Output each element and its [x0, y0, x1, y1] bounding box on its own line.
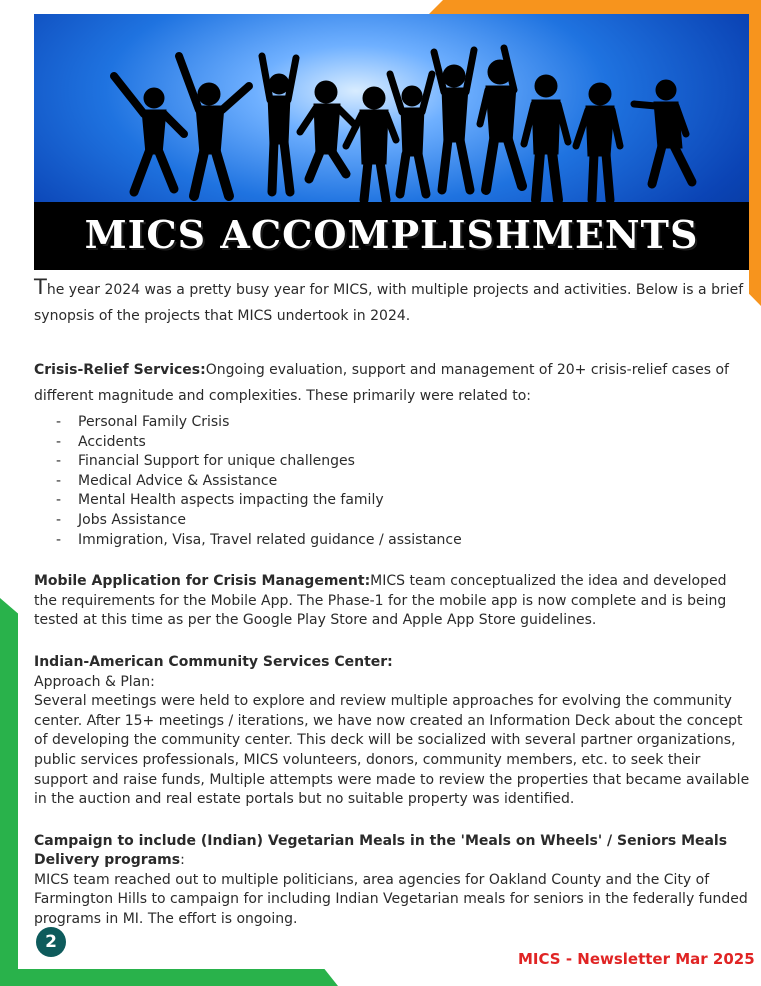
- banner-title: MICS ACCOMPLISHMENTS: [84, 212, 699, 257]
- meals-campaign-text: MICS team reached out to multiple politicians, area agencies for Oakland County and the City of Farmington Hills to campaign for including Indian Vegetarian meals for seniors in the federally funded programs in MI. The effort is ongoing.: [34, 871, 748, 928]
- intro-text: he year 2024 was a pretty busy year for MICS, with multiple projects and activities. Below is a brief synopsis of the projects that MICS undertook in 2024.: [34, 282, 744, 324]
- list-item: - Medical Advice & Assistance: [56, 472, 750, 492]
- list-item: - Mental Health aspects impacting the family: [56, 491, 750, 511]
- newsletter-footer: MICS - Newsletter Mar 2025: [518, 950, 755, 968]
- page-number-badge: 2: [36, 927, 66, 957]
- jumping-people-silhouette: [34, 14, 749, 204]
- intro-paragraph: [34, 274, 750, 329]
- crisis-relief-section: [34, 357, 750, 550]
- mobile-app-text: MICS team conceptualized the idea and developed the requirements for the Mobile App. The Phase-1 for the mobile app is now complete and is being tested at this time as per the Google Play Store and Apple App Store guidelines.: [34, 573, 727, 629]
- green-corner-stripe-left: [0, 598, 18, 986]
- list-item: - Jobs Assistance: [56, 511, 750, 531]
- crisis-relief-heading: Crisis-Relief Services:: [34, 362, 206, 378]
- mobile-app-heading: Mobile Application for Crisis Management:: [34, 573, 371, 590]
- crisis-relief-list: [34, 413, 750, 550]
- meals-campaign-colon: :: [180, 852, 185, 869]
- meals-campaign-section: [34, 832, 750, 930]
- meals-campaign-heading: Campaign to include (Indian) Vegetarian Meals in the 'Meals on Wheels' / Seniors Meals Delivery programs: [34, 832, 728, 869]
- article-content: [34, 274, 750, 930]
- list-item: - Accidents: [56, 433, 750, 453]
- community-center-heading: Indian-American Community Services Center:: [34, 653, 393, 670]
- orange-corner-stripe-right: [749, 0, 761, 306]
- green-corner-stripe-bottom: [0, 969, 338, 986]
- crisis-relief-text: Ongoing evaluation, support and management of 20+ crisis-relief cases of different magnitude and complexities. These primarily were related to:: [34, 362, 729, 404]
- list-item: - Immigration, Visa, Travel related guidance / assistance: [56, 531, 750, 551]
- community-center-subheading: Approach & Plan:: [34, 673, 155, 690]
- list-item: - Financial Support for unique challenges: [56, 452, 750, 472]
- intro-dropcap: T: [34, 275, 47, 299]
- orange-corner-stripe-top: [428, 0, 761, 15]
- community-center-section: [34, 653, 750, 810]
- list-item: - Personal Family Crisis: [56, 413, 750, 433]
- mobile-app-section: [34, 572, 750, 631]
- community-center-text: Several meetings were held to explore and review multiple approaches for evolving the community center. After 15+ meetings / iterations, we have now created an Information Deck about the concept of developing the community center. This deck will be socialized with several partner organizations, public services professionals, MICS volunteers, donors, community members, etc. to seek their support and raise funds, Multiple attempts were made to review the properties that became available in the auction and real estate portals but no suitable property was identified.: [34, 693, 750, 808]
- header-banner: [34, 14, 749, 270]
